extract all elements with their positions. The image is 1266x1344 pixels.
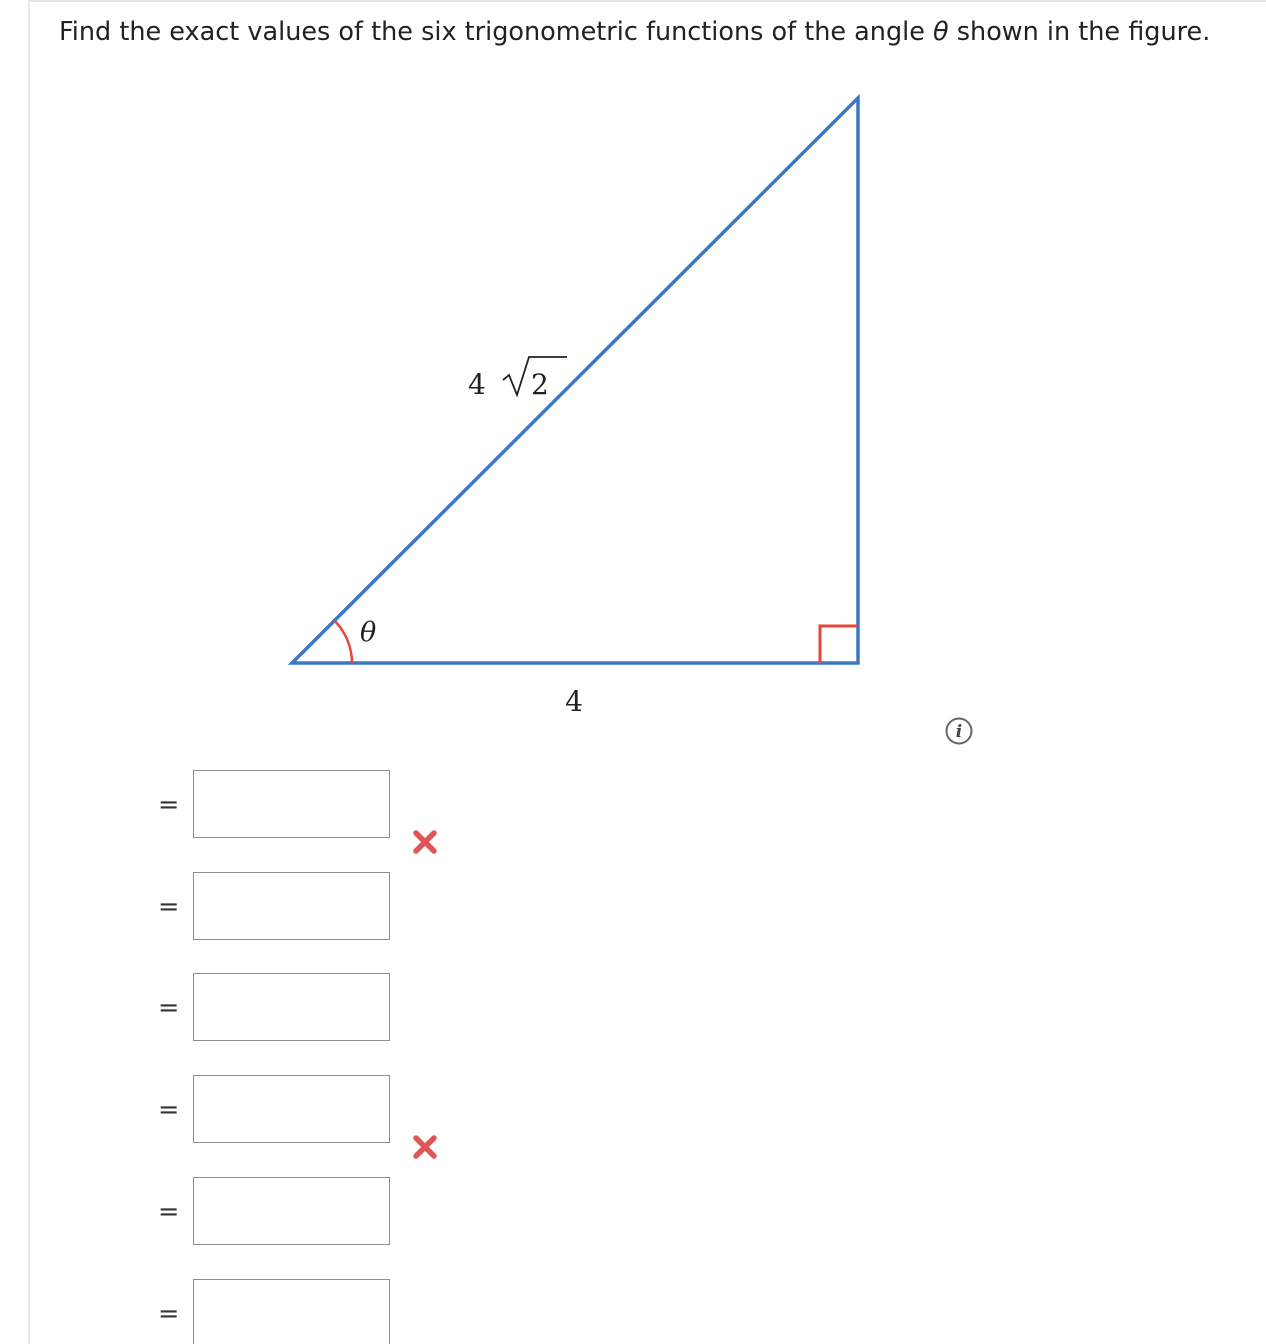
x-mark-icon [411,828,439,856]
sec-answer-input[interactable] [193,1177,390,1245]
hypotenuse-coefficient: 4 [468,368,486,401]
question-text-before: Find the exact values of the six trigonometric functions of the angle [59,17,934,47]
right-triangle [292,98,858,663]
hypotenuse-label [468,357,567,401]
equals-sign: = [158,993,180,1023]
equals-sign: = [158,892,180,922]
sec-row [0,1177,460,1247]
csc-row [0,1075,460,1145]
cos-row [0,872,460,942]
x-mark-icon [411,1133,439,1161]
hypotenuse-radicand: 2 [531,368,549,401]
equals-sign: = [158,1197,180,1227]
adjacent-side-label: 4 [565,685,583,718]
question-theta-symbol: θ [933,17,949,47]
svg-text:i: i [955,722,963,742]
equals-sign: = [158,1095,180,1125]
tan-answer-input[interactable] [193,973,390,1041]
equals-sign: = [158,1299,180,1329]
sin-row [0,770,460,840]
cot-answer-input[interactable] [193,1279,390,1344]
cot-row [0,1279,460,1344]
sin-answer-input[interactable] [193,770,390,838]
equals-sign: = [158,790,180,820]
question-text-after: shown in the figure. [948,17,1211,47]
info-icon[interactable] [944,716,974,746]
cos-answer-input[interactable] [193,872,390,940]
angle-label: θ [360,617,377,648]
right-angle-marker [820,626,858,663]
csc-answer-input[interactable] [193,1075,390,1143]
tan-row [0,973,460,1043]
angle-arc [334,621,352,663]
